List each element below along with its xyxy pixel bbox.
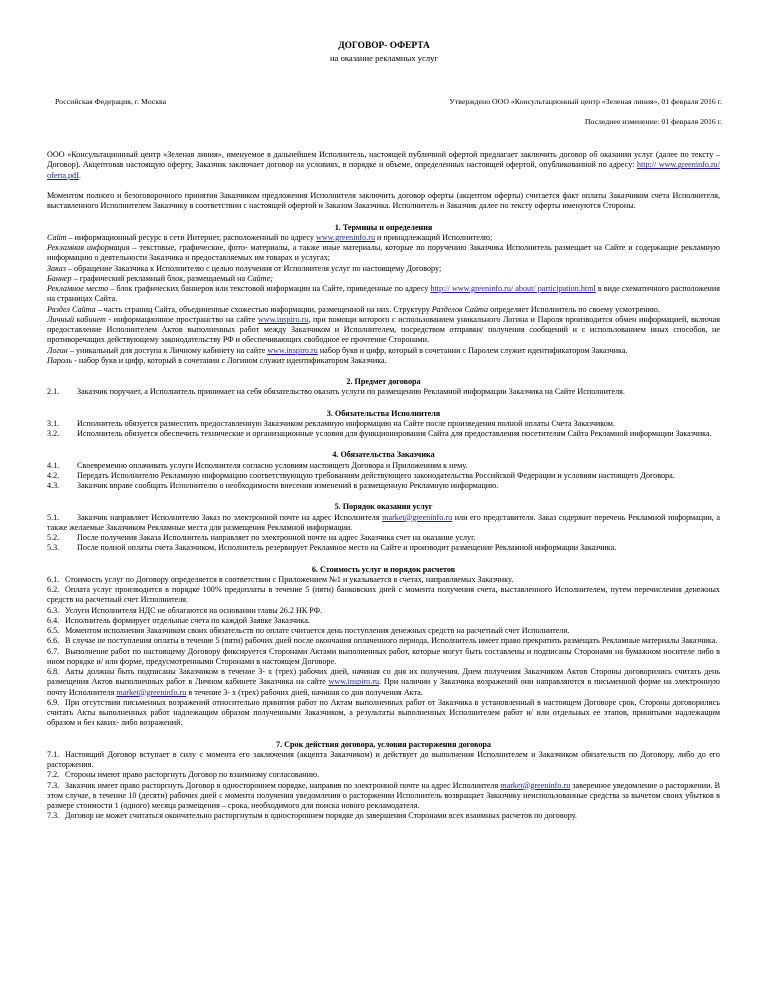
clause-7-1: 7.1. Настоящий Договор вступает в силу с момента его заключения (акцепта Заказчиком) и действует до выполнения Исполнителем и Заказчиком обязательств по Договору, либо до его расторжения. xyxy=(47,749,720,769)
term-site-section: Раздел Сайта – часть страниц Сайта, объединенные схожестью информации, размещенной на них. Структуру Разделов Сайта определяет Исполнитель по своему усмотрению. xyxy=(47,304,661,314)
approved-line: Утверждено ООО «Консультационный центр «Зеленая линия», 01 февраля 2016 г. xyxy=(449,97,722,106)
clause-6-4: 6.4. Исполнитель формирует отдельные счета по каждой Заявке Заказчика. xyxy=(47,615,310,625)
term-personal-cabinet: Личный кабинет - информационное пространство на сайте www.inspiro.ru, при помощи которого с использованием уникального Логина и Пароля производится обмен информацией, включая предоставление Исполнителем Актов выполненных работ между Заказчиком и Исполнителем, посредством отправки/ получения сообщений и с использованием иных способов, не противоречащих действующему законодательству РФ и обеспечивающих свободное ее прочтение Сторонами. xyxy=(47,314,720,345)
clause-7-2: 7.2. Стороны имеют право расторгнуть Договор по взаимному согласованию. xyxy=(47,770,320,780)
about-link[interactable]: http:// www.greeninfo.ru/ about/ participation.html xyxy=(430,284,596,293)
term-order: Заказ – обращение Заказчика к Исполнителю с целью получения от Исполнителя услуг по настоящему Договору; xyxy=(47,263,442,273)
intro-paragraph-1: ООО «Консультационный центр «Зеленая линия», именуемое в дальнейшем Исполнитель, настоящей публичной офертой предлагает заключить договор об оказании услуг (далее по тексту – Договор). Акцептовав настоящую оферту, Заказчик заключает договор на условиях, в порядке и объеме, определенных настоящей офертой, опубликованной по адресу: http:// www.greeninfo.ru/ oferta.pdf. xyxy=(47,150,720,180)
clause-5-2: 5.2. После получения Заказа Исполнитель направляет по электронной почте на адрес Заказчика счет на оказание услуг. xyxy=(47,533,476,542)
doc-title: ДОГОВОР- ОФЕРТА xyxy=(338,41,430,51)
offer-pdf-link[interactable]: http:// www.greeninfo.ru/ oferta.pdf xyxy=(47,160,720,180)
clause-6-8: 6.8. Акты должны быть подписаны Заказчиком в течение 3- х (трех) рабочих дней, начиная со дня их получения. Днем получения Заказчиком Актов Стороны договорились считать день размещения Актов выполненных работ в Личном кабинете Заказчика на сайте www.inspiro.ru. При наличии у Заказчика возражений они направляются в письменной форме на электронную почту Исполнителя market@greeninfo.ru в течение 3- х (трех) рабочих дней, начиная со дня получения Акта. xyxy=(47,667,720,697)
site-link[interactable]: www.greeninfo.ru xyxy=(315,232,376,242)
login-site-link[interactable]: www.inspiro.ru xyxy=(267,345,318,355)
term-site: Сайт – информационный ресурс в сети Интернет, расположенный по адресу www.greeninfo.ru и принадлежащий Исполнителю; xyxy=(47,232,493,242)
email-link[interactable]: market@greeninfo.ru xyxy=(382,512,453,522)
clause-6-2: 6.2. Оплата услуг производится в порядке 100% предоплаты в течение 5 (пяти) банковских дней с момента получения счета, выставленного Исполнителем, путем перечисления денежных средств на расчетный счет Исполнителя. xyxy=(47,585,720,605)
term-login: Логин – уникальный для доступа к Личному кабинету на сайте www.inspiro.ru набор букв и цифр, который в сочетании с Паролем служит идентификатором Заказчика. xyxy=(47,345,628,355)
section-3-heading: 3. Обязательства Исполнителя xyxy=(326,408,441,418)
clause-6-9: 6.9. При отсутствии письменных возражений относительно принятия работ по Актам выполненных работ от Заказчика в установленный в настоящем Договоре срок, Стороны договорились считать Акты выполненных работ надлежащим образом полученными Заказчиком, а результаты выполненных Исполнителем работ и/ или отдельных ее этапов, принятыми надлежащим образом и без каких- либо возражений. xyxy=(47,697,720,728)
clause-6-3: 6.3. Услуги Исполнителя НДС не облагаются на основании главы 26.2 НК РФ. xyxy=(47,605,323,615)
section-2-heading: 2. Предмет договора xyxy=(346,377,421,386)
section-1-heading: 1. Термины и определения xyxy=(334,222,433,232)
section-7-heading: 7. Срок действия договора, условия расторжения договора xyxy=(276,739,491,749)
email-link-2[interactable]: market@greeninfo.ru xyxy=(116,687,187,697)
intro-paragraph-2: Моментом полного и безоговорочного принятия Заказчиком предложения Исполнителя заключить договор оферты (акцептом оферты) считается факт оплаты Заказчиком счета Исполнителя, выставленного Исполнителем Заказчику в соответствии с настоящей офертой и Заказом Заказчика. Исполнитель и Заказчик далее по тексту оферты именуются Стороны. xyxy=(47,191,720,211)
clause-5-1: 5.1. Заказчик направляет Исполнителю Заказ по электронной почте на адрес Исполнителя market@greeninfo.ru или его представителя. Заказ содержит перечень Рекламной информации, а также желаемые Заказчиком Рекламные места для размещения Рекламной информации. xyxy=(47,512,721,532)
email-link-3[interactable]: market@greeninfo.ru xyxy=(500,780,571,790)
cabinet-link[interactable]: www.inspiro.ru xyxy=(257,314,309,324)
section-4-heading: 4. Обязательства Заказчика xyxy=(332,450,435,460)
doc-subtitle: на оказание рекламных услуг xyxy=(330,53,438,63)
clause-4-1: 4.1. Своевременно оплачивать услуги Исполнителя согласно условиям настоящего Договора и Приложениям к нему. xyxy=(47,460,468,470)
clause-6-1: 6.1. Стоимость услуг по Договору определяется в соответствии с Приложением №1 и указывается в счетах, направляемых Заказчику. xyxy=(47,574,514,584)
clause-2-1: 2.1. Заказчик поручает, а Исполнитель принимает на себя обязательство оказать услуги по размещению Рекламной информации Заказчика на Сайте Исполнителя. xyxy=(47,387,625,397)
city-line: Российская Федерация, г. Москва xyxy=(55,97,167,106)
cabinet-link-2[interactable]: www.inspiro.ru xyxy=(328,677,380,687)
clause-3-2: 3.2. Исполнитель обязуется обеспечить технические и организационные условия для функционирования Сайта для предоставления посетителям Сайта Рекламной информации Заказчика. xyxy=(47,429,712,438)
clause-3-1: 3.1. Исполнитель обязуется разместить предоставленную Заказчиком рекламную информацию на Сайте после произведения полной оплаты Счета Заказчиком. xyxy=(47,418,615,428)
contract-body xyxy=(47,150,720,822)
section-6-heading: 6. Стоимость услуг и порядок расчетов xyxy=(311,564,456,574)
section-5-heading: 5. Порядок оказания услуг xyxy=(334,502,433,512)
term-ad-place: Рекламное место – блок графических баннеров или текстовой информации на Сайте, приведенные по адресу http:// www.greeninfo.ru/ about/ participation.html в виде схематичного расположения на страницах Сайта. xyxy=(47,284,720,304)
clause-5-3: 5.3. После полной оплаты счета Заказчиком, Исполнитель резервирует Рекламное место на Сайте и производит размещение Рекламной информации Заказчика. xyxy=(47,543,617,553)
term-banner: Баннер – графический рекламный блок, размещаемый на Сайте; xyxy=(47,273,273,283)
clause-4-2: 4.2. Передать Исполнителю Рекламную информацию соответствующую требованиям действующего законодательства Российской Федерации и условиям настоящего Договора. xyxy=(47,470,675,480)
term-password: Пароль - набор букв и цифр, который в сочетании с Логином служит идентификатором Заказчика. xyxy=(47,355,387,365)
clause-6-5: 6.5. Моментом исполнения Заказчиком своих обязательств по оплате считается день поступления денежных средств на расчетный счет Исполнителя. xyxy=(47,626,570,635)
clause-4-3: 4.3. Заказчик вправе сообщать Исполнителю о необходимости внесения изменений в размещенную Рекламную информацию. xyxy=(47,481,499,490)
term-ad-info: Рекламная информация – текстовые, графические, фото- материалы, а также иные материалы, которые по поручению Заказчика Исполнитель размещает на Сайте и содержащие рекламную информацию о деятельности Заказчика и предоставляемых им товарах и услугах; xyxy=(47,243,720,263)
clause-7-3: 7.3. Заказчик имеет право расторгнуть Договор в одностороннем порядке, направив по электронной почте на адрес Исполнителя market@greeninfo.ru заверенное уведомление о расторжении. В этом случае, в течение 10 (десяти) рабочих дней с момента получения уведомления о расторжении Исполнитель возвращает Заказчику неиспользованные средства за вычетом своих убытков в размере стоимости 1 (одного) месяца размещения – срока, необходимого для поиска нового рекламодателя. xyxy=(47,780,721,810)
clause-7-4: 7.3. Договор не может считаться окончательно расторгнутым в одностороннем порядке до завершения Сторонами всех взаимных расчетов по договору. xyxy=(47,811,577,821)
clause-6-7: 6.7. Выполнение работ по настоящему Договору фиксируется Сторонами Актами выполненных работ, которые могут быть составлены и подписаны Сторонами на бумажном носителе либо в ином порядке и/ или форме, предусмотренными Сторонами в настоящем Договоре. xyxy=(47,646,720,666)
last-change-line: Последнее изменение: 01 февраля 2016 г. xyxy=(584,117,722,126)
clause-6-6: 6.6. В случае не поступления оплаты в течение 5 (пяти) рабочих дней после окончания оплаченного периода, Исполнитель имеет право прекратить размещать Рекламные материалы Заказчика. xyxy=(47,636,718,646)
